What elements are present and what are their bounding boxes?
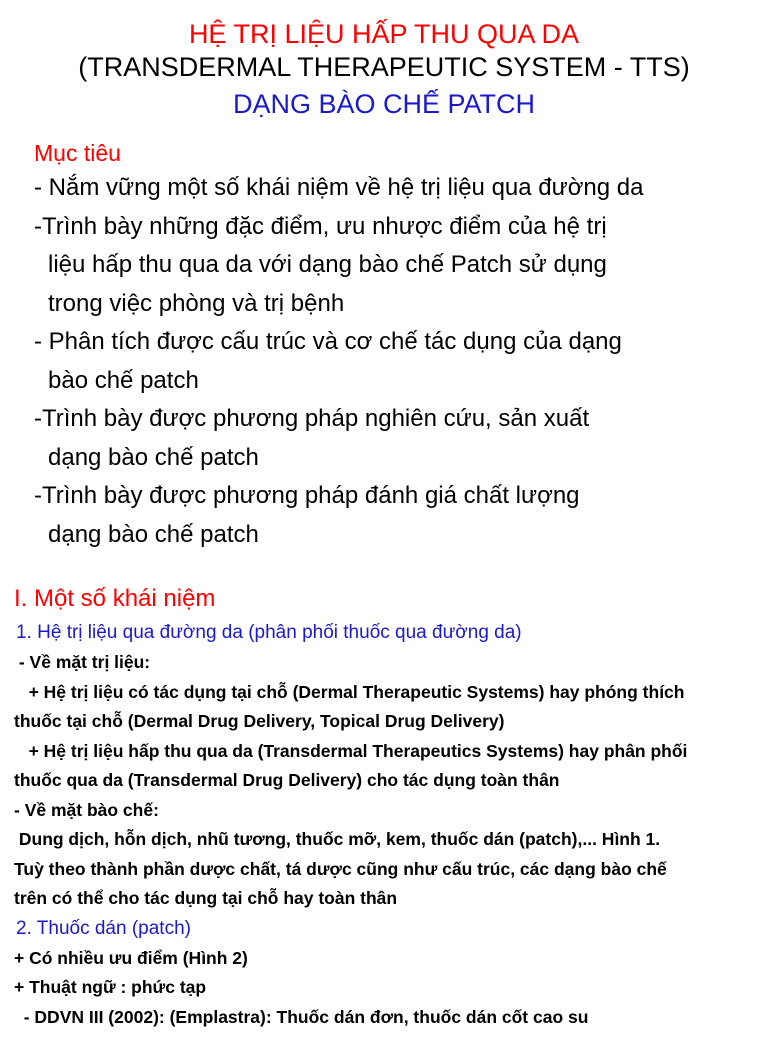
objective-line: dạng bào chế patch [48, 520, 259, 548]
section-body-1 [14, 648, 768, 914]
objective-line: bào chế patch [48, 366, 199, 394]
body-line: trên có thể cho tác dụng tại chỗ hay toàn thân [14, 888, 398, 908]
body-line: - Về mặt trị liệu: [14, 652, 151, 672]
body-line: + Có nhiều ưu điểm (Hình 2) [14, 947, 248, 968]
body-line: Tuỳ theo thành phần dược chất, tá dược cũng như cấu trúc, các dạng bào chế [14, 858, 667, 879]
objective-line: dạng bào chế patch [48, 443, 259, 471]
subsection-heading-1: 1. Hệ trị liệu qua đường da (phân phối thuốc qua đường da) [16, 622, 522, 643]
objective-line: -Trình bày những đặc điểm, ưu nhược điểm của hệ trị [34, 212, 607, 240]
objectives-list [0, 169, 768, 554]
objective-line: -Trình bày được phương pháp đánh giá chất lượng [34, 482, 580, 509]
body-line: + Thuật ngữ : phức tạp [14, 977, 207, 997]
body-line: - Về mặt bào chế: [14, 799, 159, 820]
objective-line: trong việc phòng và trị bệnh [48, 289, 345, 317]
body-line: Dung dịch, hỗn dịch, nhũ tương, thuốc mỡ, kem, thuốc dán (patch),... Hình 1. [14, 829, 661, 849]
title-en: (TRANSDERMAL THERAPEUTIC SYSTEM - TTS) [78, 52, 690, 82]
body-line: thuốc qua da (Transdermal Drug Delivery) cho tác dụng toàn thân [14, 770, 560, 790]
body-line: + Hệ trị liệu hấp thu qua da (Transdermal Therapeutics Systems) hay phân phối [14, 740, 688, 761]
title-vi: HỆ TRỊ LIỆU HẤP THU QUA DA [188, 19, 580, 49]
objective-line: liệu hấp thu qua da với dạng bào chế Patch sử dụng [48, 251, 607, 278]
objective-line: -Trình bày được phương pháp nghiên cứu, sản xuất [34, 405, 590, 432]
body-line: + Hệ trị liệu có tác dụng tại chỗ (Dermal Therapeutic Systems) hay phóng thích [14, 681, 685, 702]
objective-line: - Nắm vững một số khái niệm về hệ trị liệu qua đường da [34, 174, 644, 201]
objectives-heading: Mục tiêu [34, 140, 121, 166]
objective-line: - Phân tích được cấu trúc và cơ chế tác dụng của dạng [34, 328, 622, 355]
body-line: - DDVN III (2002): (Emplastra): Thuốc dán đơn, thuốc dán cốt cao su [14, 1006, 589, 1027]
section-heading: I. Một số khái niệm [14, 585, 216, 612]
body-line: thuốc tại chỗ (Dermal Drug Delivery, Topical Drug Delivery) [14, 711, 505, 731]
subtitle: DẠNG BÀO CHẾ PATCH [232, 89, 536, 119]
subsection-heading-2: 2. Thuốc dán (patch) [16, 917, 191, 939]
section-body-2 [14, 944, 768, 1033]
